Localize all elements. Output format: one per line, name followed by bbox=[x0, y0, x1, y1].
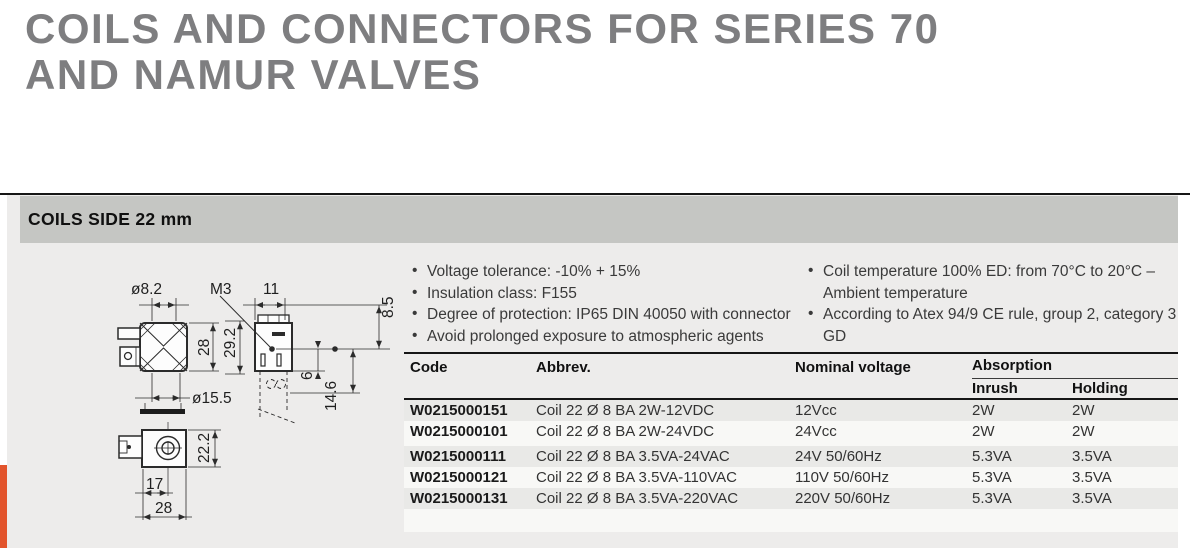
spec-item: • Degree of protection: IP65 DIN 40050 with connector bbox=[412, 304, 802, 326]
cell-inrush: 2W bbox=[972, 423, 995, 440]
cell-code: W0215000111 bbox=[410, 448, 506, 465]
cell-nominal-voltage: 24V 50/60Hz bbox=[795, 448, 882, 465]
table-header bbox=[404, 354, 1178, 398]
spec-item: • Insulation class: F155 bbox=[412, 283, 802, 305]
spec-item: • Avoid prolonged exposure to atmospheric agents bbox=[412, 326, 802, 348]
column-header-holding: Holding bbox=[1072, 380, 1128, 397]
cell-holding: 3.5VA bbox=[1072, 448, 1112, 465]
dim-label-pin-offset: 6 bbox=[299, 371, 316, 380]
cell-holding: 2W bbox=[1072, 402, 1095, 419]
column-header-nominal-voltage: Nominal voltage bbox=[795, 359, 911, 376]
cell-abbrev: Coil 22 Ø 8 BA 2W-12VDC bbox=[536, 402, 715, 419]
absorption-divider bbox=[972, 378, 1178, 379]
dim-label-coil-height: 28 bbox=[196, 338, 213, 356]
page-title-line1: COILS AND CONNECTORS FOR SERIES 70 bbox=[25, 5, 940, 52]
spec-list-right bbox=[808, 261, 1198, 347]
cell-nominal-voltage: 220V 50/60Hz bbox=[795, 490, 891, 507]
cell-abbrev: Coil 22 Ø 8 BA 3.5VA-220VAC bbox=[536, 490, 739, 507]
spade-terminal-upper bbox=[118, 328, 140, 339]
cell-holding: 3.5VA bbox=[1072, 469, 1112, 486]
dim-label-hole-offset: 17 bbox=[146, 476, 164, 493]
dim-label-front-height: 22.2 bbox=[196, 432, 213, 463]
spec-item: • According to Atex 94/9 CE rule, group 2, category 3 GD bbox=[808, 304, 1198, 347]
table-row bbox=[404, 446, 1178, 467]
dim-label-thread: M3 bbox=[210, 281, 232, 298]
cell-nominal-voltage: 24Vcc bbox=[795, 423, 837, 440]
column-header-code: Code bbox=[410, 359, 448, 376]
table-row bbox=[404, 421, 1178, 442]
dim-label-overall-height: 29.2 bbox=[222, 327, 239, 358]
connector-ridges bbox=[258, 315, 289, 323]
column-header-abbrev: Abbrev. bbox=[536, 359, 591, 376]
cell-code: W0215000151 bbox=[410, 402, 508, 419]
dim-label-front-width: 28 bbox=[155, 500, 173, 517]
table-row bbox=[404, 400, 1178, 421]
section-header-bar bbox=[20, 196, 1178, 243]
cell-inrush: 2W bbox=[972, 402, 995, 419]
column-header-inrush: Inrush bbox=[972, 380, 1018, 397]
dim-label-pin-depth: 14.6 bbox=[323, 380, 340, 411]
table-row bbox=[404, 488, 1178, 509]
dim-label-top-diameter: ø8.2 bbox=[131, 281, 163, 298]
spec-item: • Coil temperature 100% ED: from 70°C to 20°C – Ambient temperature bbox=[808, 261, 1198, 304]
cell-nominal-voltage: 110V 50/60Hz bbox=[795, 469, 889, 486]
cell-abbrev: Coil 22 Ø 8 BA 3.5VA-110VAC bbox=[536, 469, 737, 486]
spade-terminal-lower bbox=[120, 347, 140, 366]
technical-drawing bbox=[95, 270, 405, 548]
cell-code: W0215000121 bbox=[410, 469, 508, 486]
cell-abbrev: Coil 22 Ø 8 BA 3.5VA-24VAC bbox=[536, 448, 730, 465]
product-table bbox=[404, 352, 1178, 532]
column-header-absorption: Absorption bbox=[972, 357, 1052, 374]
cell-inrush: 5.3VA bbox=[972, 469, 1012, 486]
spec-item: • Voltage tolerance: -10% + 15% bbox=[412, 261, 802, 283]
spec-list-left bbox=[412, 261, 802, 347]
table-footer-strip bbox=[404, 509, 1178, 532]
cell-holding: 3.5VA bbox=[1072, 490, 1112, 507]
cell-code: W0215000131 bbox=[410, 490, 508, 507]
accent-orange-bar bbox=[0, 465, 7, 548]
table-row bbox=[404, 467, 1178, 488]
cell-abbrev: Coil 22 Ø 8 BA 2W-24VDC bbox=[536, 423, 715, 440]
dim-label-connector-width: 11 bbox=[263, 281, 280, 298]
cell-nominal-voltage: 12Vcc bbox=[795, 402, 837, 419]
page-title-line2: AND NAMUR VALVES bbox=[25, 51, 482, 98]
cell-inrush: 5.3VA bbox=[972, 448, 1012, 465]
cell-holding: 2W bbox=[1072, 423, 1095, 440]
cell-inrush: 5.3VA bbox=[972, 490, 1012, 507]
dim-label-bore-diameter: ø15.5 bbox=[192, 390, 232, 407]
section-header-label: COILS SIDE 22 mm bbox=[28, 209, 193, 229]
page-title bbox=[25, 6, 939, 98]
cell-code: W0215000101 bbox=[410, 423, 508, 440]
dim-label-pin-height: 8.5 bbox=[380, 296, 397, 318]
